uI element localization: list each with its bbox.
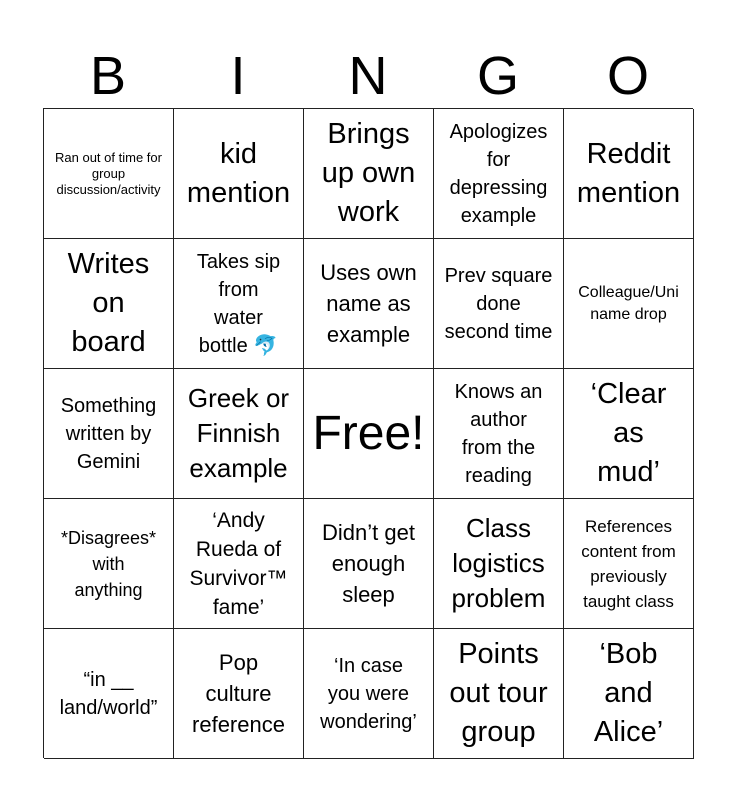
bingo-cell-r4-c3[interactable] [304,499,434,629]
cell-text: Brings up own work [321,118,416,228]
bingo-cell-r5-c2[interactable] [174,629,304,759]
cell-text: Didn’t get enough sleep [322,520,415,607]
bingo-cell-r4-c4[interactable] [434,499,564,629]
bingo-cell-r5-c5[interactable] [564,629,694,759]
bingo-cell-r2-c5[interactable] [564,239,694,369]
header-letter-i: I [230,46,246,106]
bingo-free-space[interactable] [304,369,434,499]
bingo-cell-r2-c1[interactable] [44,239,174,369]
bingo-cell-r1-c2[interactable] [174,109,304,239]
bingo-board [43,108,693,758]
cell-text: “in __ land/world” [59,668,158,719]
bingo-cell-r3-c4[interactable] [434,369,564,499]
cell-text: Writes on board [67,248,150,358]
bingo-cell-r3-c2[interactable] [174,369,304,499]
cell-text: Points out tour group [449,638,548,748]
bingo-cell-r5-c1[interactable] [44,629,174,759]
header-letter-b: B [89,46,127,106]
cell-text: Greek or Finnish example [187,383,290,483]
cell-text: Knows an author from the reading [454,380,543,487]
bingo-cell-r3-c1[interactable] [44,369,174,499]
cell-text: Free! [312,406,425,460]
header-letter-g: G [476,46,519,106]
bingo-cell-r4-c2[interactable] [174,499,304,629]
bingo-cell-r1-c3[interactable] [304,109,434,239]
cell-text: Class logistics problem [451,513,546,613]
bingo-cell-r4-c5[interactable] [564,499,694,629]
cell-text: Colleague/Uni name drop [578,283,679,323]
bingo-cell-r5-c3[interactable] [304,629,434,759]
cell-text: Uses own name as example [320,260,417,347]
bingo-cell-r2-c3[interactable] [304,239,434,369]
bingo-cell-r5-c4[interactable] [434,629,564,759]
cell-text: ‘Andy Rueda of Survivor™ fame’ [189,508,288,619]
bingo-cell-r1-c5[interactable] [564,109,694,239]
cell-text: Pop culture reference [192,650,285,737]
cell-text: ‘In case you were wondering’ [320,654,417,733]
bingo-cell-r2-c4[interactable] [434,239,564,369]
header-letter-o: O [606,46,649,106]
bingo-cell-r2-c2[interactable] [174,239,304,369]
bingo-cell-r1-c1[interactable] [44,109,174,239]
bingo-cell-r1-c4[interactable] [434,109,564,239]
cell-text: Reddit mention [576,137,681,209]
cell-text: ‘Bob and Alice’ [593,638,664,748]
cell-text: Prev square done second time [444,264,553,343]
bingo-header [43,44,693,108]
cell-text: kid mention [186,137,291,209]
cell-text: Ran out of time for group discussion/activity [55,149,162,197]
cell-text: Apologizes for depressing example [449,120,548,227]
cell-text: Something written by Gemini [60,394,157,473]
cell-text: *Disagrees* with anything [60,527,157,600]
cell-text: Takes sip from water bottle 🐬 [196,250,281,357]
cell-text: References content from previously taught class [581,516,676,611]
cell-text: ‘Clear as mud’ [590,378,667,488]
bingo-cell-r4-c1[interactable] [44,499,174,629]
header-letter-n: N [348,46,388,106]
bingo-cell-r3-c5[interactable] [564,369,694,499]
